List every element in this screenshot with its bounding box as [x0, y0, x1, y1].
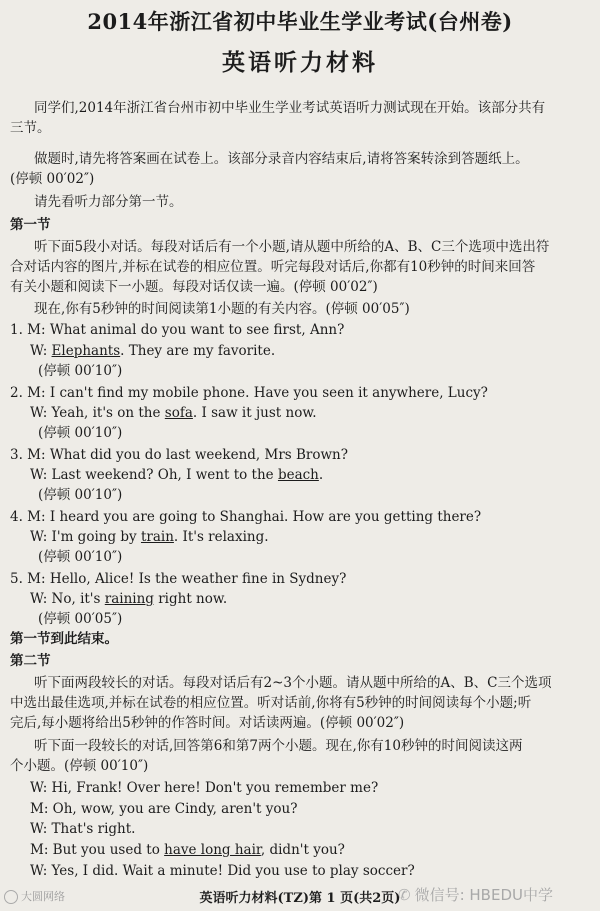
watermark-left: 大圆网络 — [4, 888, 65, 904]
dialogue-line: W: I'm going by train. It's relaxing. — [30, 529, 269, 545]
conversation-line: W: That's right. — [30, 821, 136, 837]
dialogue-line: 2. M: I can't find my mobile phone. Have you seen it anywhere, Lucy? — [10, 385, 488, 401]
dialogue-line: W: No, it's raining right now. — [30, 591, 228, 607]
pause-note: (停顿 00′10″) — [38, 363, 123, 379]
exam-title: 2014年浙江省初中毕业生学业考试(台州卷) — [87, 9, 513, 34]
answer-keyword: have long hair — [164, 842, 261, 858]
section1-instruction: 有关小题和阅读下一小题。每段对话仅读一遍。(停顿 00′02″) — [10, 279, 378, 295]
answer-keyword: train — [140, 529, 174, 545]
dialogue-line: W: Yeah, it's on the sofa. I saw it just now. — [30, 405, 317, 421]
conversation-line: W: Yes, I did. Wait a minute! Did you use to play soccer? — [30, 863, 415, 879]
pause-note: (停顿 00′05″) — [38, 611, 123, 627]
intro-line: 请先看听力部分第一节。 — [34, 194, 183, 210]
section2-instruction: 听下面一段较长的对话,回答第6和第7两个小题。现在,你有10秒钟的时间阅读这两 — [34, 738, 523, 754]
conversation-line: W: Hi, Frank! Over here! Don't you remember me? — [30, 780, 379, 796]
section1-heading: 第一节 — [10, 217, 51, 233]
intro-pause: (停顿 00′02″) — [10, 171, 95, 187]
dialogue-line: W: Last weekend? Oh, I went to the beach. — [30, 467, 324, 483]
answer-keyword: sofa — [164, 405, 193, 421]
intro-line: 做题时,请先将答案画在试卷上。该部分录音内容结束后,请将答案转涂到答题纸上。 — [34, 151, 529, 167]
dialogue-line: 5. M: Hello, Alice! Is the weather fine in Sydney? — [10, 571, 347, 587]
pause-note: (停顿 00′10″) — [38, 487, 123, 503]
conversation-line: M: Oh, wow, you are Cindy, aren't you? — [30, 801, 298, 817]
wechat-icon: ✆ — [398, 886, 411, 904]
section2-instruction: 听下面两段较长的对话。每段对话后有2~3个小题。请从题中所给的A、B、C三个选项 — [34, 675, 552, 691]
section2-heading: 第二节 — [10, 653, 51, 669]
watermark-logo-icon — [4, 890, 18, 904]
section2-instruction: 个小题。(停顿 00′10″) — [10, 758, 149, 774]
watermark-right: ✆ 微信号: HBEDU中学 — [398, 886, 553, 904]
pause-note: (停顿 00′10″) — [38, 425, 123, 441]
section1-instruction: 听下面5段小对话。每段对话后有一个小题,请从题中所给的A、B、C三个选项中选出符 — [34, 239, 550, 255]
answer-keyword: beach — [277, 467, 319, 483]
page-footer: 英语听力材料(TZ)第 1 页(共2页) — [199, 891, 401, 906]
dialogue-line: W: Elephants. They are my favorite. — [30, 343, 276, 359]
dialogue-line: 4. M: I heard you are going to Shanghai. How are you getting there? — [10, 509, 482, 525]
section2-instruction: 完后,每小题将给出5秒钟的作答时间。对话读两遍。(停顿 00′02″) — [10, 715, 405, 731]
conversation-line: M: But you used to have long hair, didn't you? — [30, 842, 345, 858]
dialogue-line: 1. M: What animal do you want to see first, Ann? — [10, 322, 345, 338]
section1-instruction: 现在,你有5秒钟的时间阅读第1小题的有关内容。(停顿 00′05″) — [34, 301, 410, 317]
answer-keyword: raining — [104, 591, 154, 607]
section1-end: 第一节到此结束。 — [10, 631, 118, 647]
answer-keyword: Elephants — [51, 343, 121, 359]
dialogue-line: 3. M: What did you do last weekend, Mrs Brown? — [10, 447, 348, 463]
section1-instruction: 合对话内容的图片,并标在试卷的相应位置。听完每段对话后,你都有10秒钟的时间来回答 — [10, 259, 536, 275]
section2-instruction: 中选出最佳选项,并标在试卷的相应位置。听对话前,你将有5秒钟的时间阅读每个小题;听 — [10, 695, 532, 711]
intro-line: 三节。 — [10, 120, 51, 136]
intro-line: 同学们,2014年浙江省台州市初中毕业生学业考试英语听力测试现在开始。该部分共有 — [34, 100, 546, 116]
pause-note: (停顿 00′10″) — [38, 549, 123, 565]
exam-subtitle: 英语听力材料 — [222, 49, 378, 76]
